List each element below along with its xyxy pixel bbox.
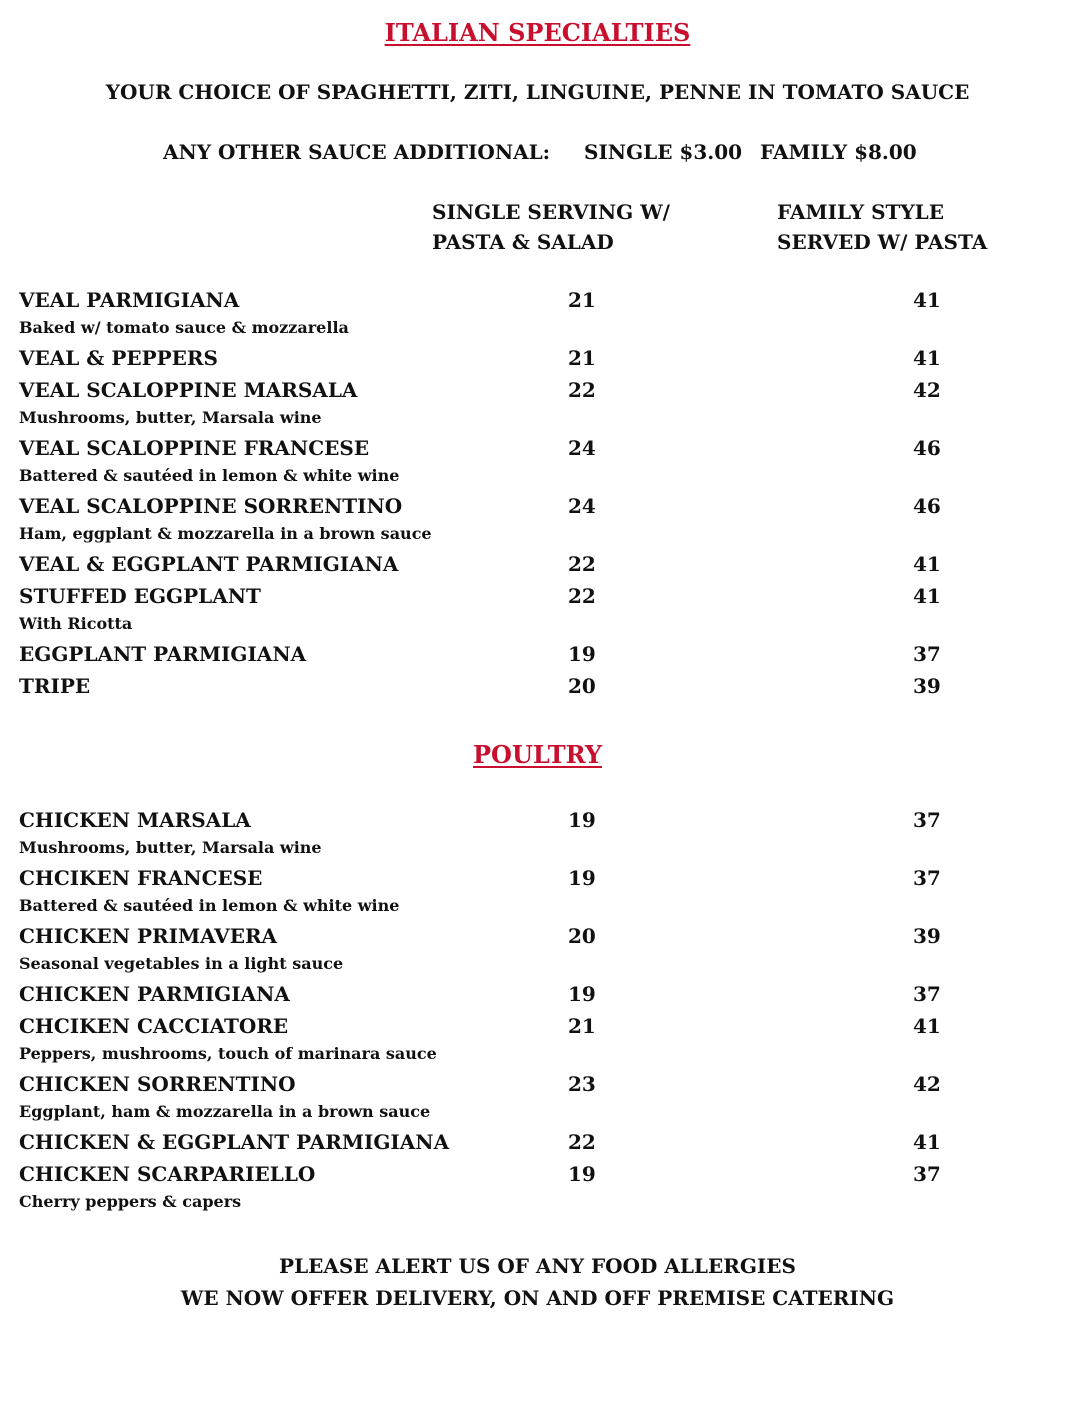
family-header-line1: FAMILY STYLE xyxy=(777,200,944,224)
specialty-item-name: VEAL SCALOPPINE SORRENTINO xyxy=(19,494,403,518)
specialty-family-price: 46 xyxy=(913,436,941,460)
poultry-family-price: 41 xyxy=(913,1014,941,1038)
specialty-item-description: Mushrooms, butter, Marsala wine xyxy=(19,408,322,427)
poultry-family-price: 41 xyxy=(913,1130,941,1154)
specialty-item-name: VEAL PARMIGIANA xyxy=(19,288,240,312)
poultry-item-description: Peppers, mushrooms, touch of marinara sauce xyxy=(19,1044,437,1063)
specialty-family-price: 42 xyxy=(913,378,941,402)
single-header-line1: SINGLE SERVING W/ xyxy=(432,200,670,224)
sauce-note-single: SINGLE $3.00 xyxy=(584,140,743,164)
poultry-item-name: CHCIKEN CACCIATORE xyxy=(19,1014,289,1038)
poultry-single-price: 19 xyxy=(568,866,596,890)
page-title: ITALIAN SPECIALTIES xyxy=(384,18,691,47)
specialty-item-name: VEAL & EGGPLANT PARMIGIANA xyxy=(19,552,399,576)
specialty-item-name: EGGPLANT PARMIGIANA xyxy=(19,642,307,666)
specialty-item-name: STUFFED EGGPLANT xyxy=(19,584,261,608)
specialty-family-price: 37 xyxy=(913,642,941,666)
sauce-note-label: ANY OTHER SAUCE ADDITIONAL: xyxy=(163,140,551,164)
specialty-single-price: 21 xyxy=(568,346,596,370)
poultry-single-price: 22 xyxy=(568,1130,596,1154)
poultry-single-price: 23 xyxy=(568,1072,596,1096)
specialty-item-description: Ham, eggplant & mozzarella in a brown sauce xyxy=(19,524,432,543)
allergy-notice: PLEASE ALERT US OF ANY FOOD ALLERGIES xyxy=(279,1254,796,1278)
specialty-item-name: VEAL SCALOPPINE FRANCESE xyxy=(19,436,370,460)
specialty-single-price: 20 xyxy=(568,674,596,698)
specialty-family-price: 41 xyxy=(913,552,941,576)
family-column-header xyxy=(777,197,987,257)
specialty-family-price: 41 xyxy=(913,288,941,312)
specialty-single-price: 22 xyxy=(568,584,596,608)
poultry-item-description: Seasonal vegetables in a light sauce xyxy=(19,954,344,973)
pasta-choice-note: YOUR CHOICE OF SPAGHETTI, ZITI, LINGUINE, PENNE IN TOMATO SAUCE xyxy=(105,80,970,104)
specialty-item-name: VEAL SCALOPPINE MARSALA xyxy=(19,378,358,402)
poultry-single-price: 19 xyxy=(568,982,596,1006)
poultry-family-price: 37 xyxy=(913,866,941,890)
specialty-single-price: 24 xyxy=(568,494,596,518)
family-header-line2: SERVED W/ PASTA xyxy=(777,230,988,254)
single-header-line2: PASTA & SALAD xyxy=(432,230,614,254)
poultry-item-description: Battered & sautéed in lemon & white wine xyxy=(19,896,400,915)
specialty-family-price: 39 xyxy=(913,674,941,698)
poultry-single-price: 20 xyxy=(568,924,596,948)
poultry-item-name: CHICKEN SORRENTINO xyxy=(19,1072,296,1096)
specialty-single-price: 22 xyxy=(568,378,596,402)
specialty-item-name: VEAL & PEPPERS xyxy=(19,346,218,370)
poultry-family-price: 39 xyxy=(913,924,941,948)
sauce-note-family: FAMILY $8.00 xyxy=(760,140,917,164)
specialty-family-price: 41 xyxy=(913,346,941,370)
specialty-item-name: TRIPE xyxy=(19,674,91,698)
specialty-item-description: Baked w/ tomato sauce & mozzarella xyxy=(19,318,349,337)
single-column-header xyxy=(432,197,670,257)
specialty-single-price: 22 xyxy=(568,552,596,576)
specialty-family-price: 46 xyxy=(913,494,941,518)
catering-notice: WE NOW OFFER DELIVERY, ON AND OFF PREMISE CATERING xyxy=(180,1286,895,1310)
poultry-item-name: CHICKEN & EGGPLANT PARMIGIANA xyxy=(19,1130,450,1154)
poultry-single-price: 19 xyxy=(568,808,596,832)
poultry-item-description: Eggplant, ham & mozzarella in a brown sauce xyxy=(19,1102,431,1121)
specialty-single-price: 21 xyxy=(568,288,596,312)
poultry-family-price: 42 xyxy=(913,1072,941,1096)
specialty-family-price: 41 xyxy=(913,584,941,608)
poultry-item-name: CHCIKEN FRANCESE xyxy=(19,866,263,890)
specialty-item-description: With Ricotta xyxy=(19,614,133,633)
poultry-item-name: CHICKEN MARSALA xyxy=(19,808,251,832)
poultry-item-description: Cherry peppers & capers xyxy=(19,1192,242,1211)
poultry-item-name: CHICKEN PRIMAVERA xyxy=(19,924,278,948)
poultry-family-price: 37 xyxy=(913,808,941,832)
specialty-single-price: 24 xyxy=(568,436,596,460)
poultry-family-price: 37 xyxy=(913,1162,941,1186)
poultry-single-price: 19 xyxy=(568,1162,596,1186)
poultry-single-price: 21 xyxy=(568,1014,596,1038)
specialty-single-price: 19 xyxy=(568,642,596,666)
poultry-family-price: 37 xyxy=(913,982,941,1006)
poultry-item-name: CHICKEN SCARPARIELLO xyxy=(19,1162,316,1186)
poultry-title: POULTRY xyxy=(473,740,602,769)
specialty-item-description: Battered & sautéed in lemon & white wine xyxy=(19,466,400,485)
poultry-item-description: Mushrooms, butter, Marsala wine xyxy=(19,838,322,857)
poultry-item-name: CHICKEN PARMIGIANA xyxy=(19,982,290,1006)
